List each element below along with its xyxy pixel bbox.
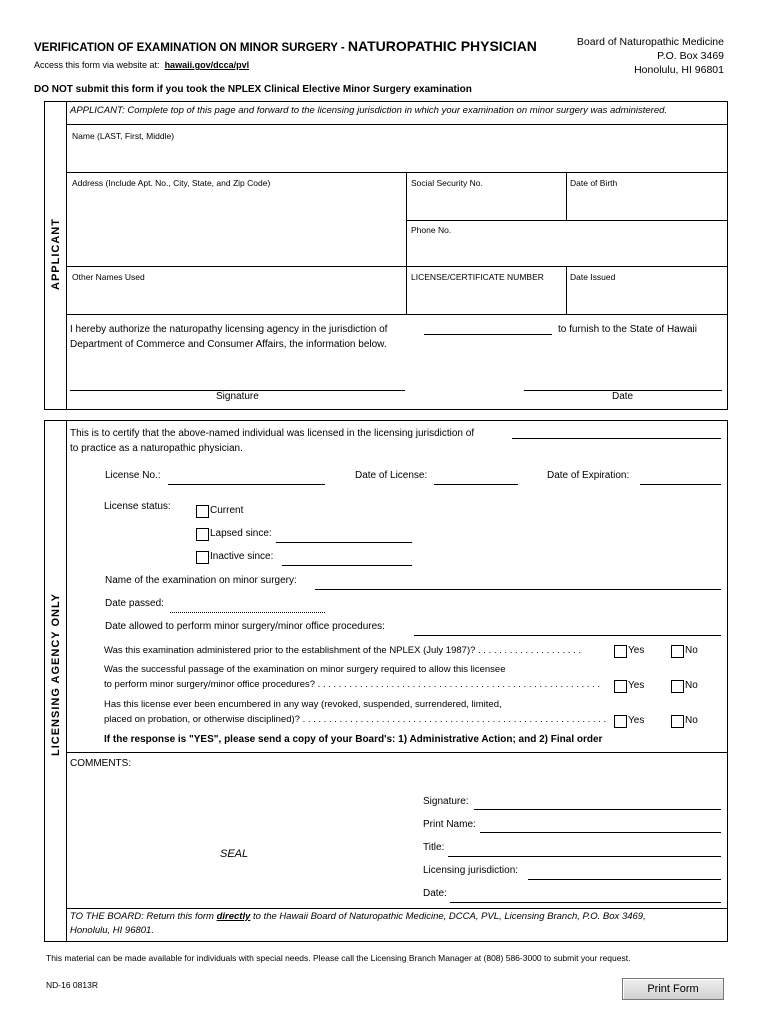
status-lapsed-checkbox[interactable] [196, 528, 209, 541]
access-line [34, 60, 249, 70]
date-of-expiration-label: Date of Expiration: [547, 470, 630, 481]
to-board-a: TO THE BOARD: Return this form [70, 911, 217, 922]
q3-no-checkbox[interactable] [671, 715, 684, 728]
status-current-checkbox[interactable] [196, 505, 209, 518]
warning-text: DO NOT submit this form if you took the NPLEX Clinical Elective Minor Surgery examination [34, 84, 472, 95]
authorize-line1a: I hereby authorize the naturopathy licensing agency in the jurisdiction of [70, 324, 388, 335]
agency-signature-line[interactable] [474, 809, 721, 810]
q2-yes-checkbox[interactable] [614, 680, 627, 693]
applicant-signature-label: Signature [216, 391, 259, 402]
to-board-directly: directly [216, 911, 251, 922]
exam-name-line[interactable] [315, 589, 721, 590]
authorize-line1b: to furnish to the State of Hawaii [558, 324, 697, 335]
other-names-field[interactable] [67, 284, 405, 312]
dob-label: Date of Birth [570, 178, 618, 188]
date-issued-field[interactable] [567, 284, 727, 312]
title-line[interactable] [448, 856, 721, 857]
licensing-jurisdiction-line[interactable] [528, 879, 721, 880]
board-city: Honolulu, HI 96801 [634, 64, 724, 76]
form-code: ND-16 0813R [46, 980, 98, 990]
date-issued-label: Date Issued [570, 272, 616, 282]
seal-label: SEAL [220, 848, 249, 860]
form-title-bold: NATUROPATHIC PHYSICIAN [347, 38, 537, 54]
ssn-label: Social Security No. [411, 178, 483, 188]
special-needs-notice: This material can be made available for individuals with special needs. Please call the Licensing Branch Manager at (808) 586-3000 to submit your request. [46, 953, 631, 963]
form-title-prefix: VERIFICATION OF EXAMINATION ON MINOR SURGERY - [34, 42, 348, 54]
q2-no-label: No [685, 680, 698, 691]
date-passed-label: Date passed: [105, 598, 164, 609]
date-allowed-label: Date allowed to perform minor surgery/minor office procedures: [105, 621, 385, 632]
phone-label: Phone No. [411, 225, 452, 235]
title-label: Title: [423, 842, 445, 853]
exam-name-label: Name of the examination on minor surgery: [105, 575, 297, 586]
jurisdiction-input-line[interactable] [424, 334, 552, 335]
inactive-since-line[interactable] [282, 565, 412, 566]
question-encumbered-line2: placed on probation, or otherwise disciplined)? . . . . . . . . . . . . . . . . . . . . . . . . . . . . . . . . . . . . . . . . . . . . . . . . . . . . . . . . . . [104, 714, 607, 725]
question-required-line1: Was the successful passage of the examination on minor surgery required to allow this licensee [104, 664, 506, 675]
q3-yes-checkbox[interactable] [614, 715, 627, 728]
applicant-instruction: APPLICANT: Complete top of this page and forward to the licensing jurisdiction in which your examination on minor surgery was administered. [70, 105, 668, 116]
license-number-field[interactable] [407, 284, 565, 312]
status-current-label: Current [210, 505, 244, 516]
comments-field[interactable] [70, 772, 410, 792]
q3-no-label: No [685, 715, 698, 726]
date-of-expiration-line[interactable] [640, 484, 721, 485]
comments-label: COMMENTS: [70, 758, 132, 769]
q3-yes-label: Yes [628, 715, 645, 726]
q1-yes-label: Yes [628, 645, 645, 656]
licensing-jurisdiction-label: Licensing jurisdiction: [423, 865, 519, 876]
certify-jurisdiction-line[interactable] [512, 438, 721, 439]
print-form-button[interactable] [622, 978, 724, 1000]
agency-date-line[interactable] [450, 902, 721, 903]
license-no-line[interactable] [168, 484, 325, 485]
agency-signature-label: Signature: [423, 796, 469, 807]
access-text: Access this form via website at: [34, 60, 160, 70]
lapsed-since-line[interactable] [276, 542, 412, 543]
to-board-line1 [70, 911, 646, 922]
dob-field[interactable] [567, 190, 727, 220]
question-required-line2: to perform minor surgery/minor office procedures? . . . . . . . . . . . . . . . . . . . . . . . . . . . . . . . . . . . . . . . . . . . . . . . . . . . . . . [104, 679, 601, 690]
address-field[interactable] [67, 190, 405, 266]
agency-date-label: Date: [423, 888, 447, 899]
print-name-line[interactable] [480, 832, 721, 833]
date-of-license-line[interactable] [434, 484, 518, 485]
board-box: P.O. Box 3469 [657, 50, 724, 62]
agency-section-label: LICENSING AGENCY ONLY [50, 592, 62, 756]
applicant-date-label: Date [612, 391, 634, 402]
ssn-field[interactable] [407, 190, 565, 220]
authorize-line2: Department of Commerce and Consumer Affairs, the information below. [70, 339, 387, 350]
phone-field[interactable] [407, 237, 727, 265]
question-encumbered-line1: Has this license ever been encumbered in any way (revoked, suspended, surrendered, limited, [104, 699, 502, 710]
to-board-line2: Honolulu, HI 96801. [70, 925, 154, 936]
print-name-label: Print Name: [423, 819, 476, 830]
print-form-label: Print Form [647, 983, 699, 995]
question-nplex: Was this examination administered prior to the establishment of the NPLEX (July 1987)? . . . . . . . . . . . . . . . . . . . . [104, 645, 581, 656]
form-title [34, 38, 537, 54]
q1-no-checkbox[interactable] [671, 645, 684, 658]
name-field[interactable] [67, 142, 727, 170]
q1-no-label: No [685, 645, 698, 656]
license-status-label: License status: [104, 501, 171, 512]
status-lapsed-label: Lapsed since: [210, 528, 272, 539]
other-names-label: Other Names Used [72, 272, 145, 282]
license-no-label: License No.: [105, 470, 161, 481]
q2-no-checkbox[interactable] [671, 680, 684, 693]
q2-yes-label: Yes [628, 680, 645, 691]
date-allowed-line[interactable] [414, 635, 721, 636]
date-passed-line[interactable] [170, 612, 325, 613]
certify-line2: to practice as a naturopathic physician. [70, 443, 243, 454]
status-inactive-checkbox[interactable] [196, 551, 209, 564]
name-label: Name (LAST, First, Middle) [72, 131, 175, 141]
address-label: Address (Include Apt. No., City, State, and Zip Code) [72, 178, 271, 188]
applicant-section-label: APPLICANT [50, 218, 62, 290]
date-of-license-label: Date of License: [355, 470, 428, 481]
license-number-label: LICENSE/CERTIFICATE NUMBER [411, 272, 544, 282]
if-yes-note: If the response is "YES", please send a copy of your Board's: 1) Administrative Action; and 2) Final order [104, 734, 603, 745]
status-inactive-label: Inactive since: [210, 551, 274, 562]
certify-line1: This is to certify that the above-named individual was licensed in the licensing jurisdiction of [70, 428, 475, 439]
access-url-link[interactable]: hawaii.gov/dcca/pvl [164, 60, 250, 70]
to-board-c: to the Hawaii Board of Naturopathic Medicine, DCCA, PVL, Licensing Branch, P.O. Box 3469, [250, 911, 646, 922]
board-name: Board of Naturopathic Medicine [576, 36, 724, 48]
q1-yes-checkbox[interactable] [614, 645, 627, 658]
